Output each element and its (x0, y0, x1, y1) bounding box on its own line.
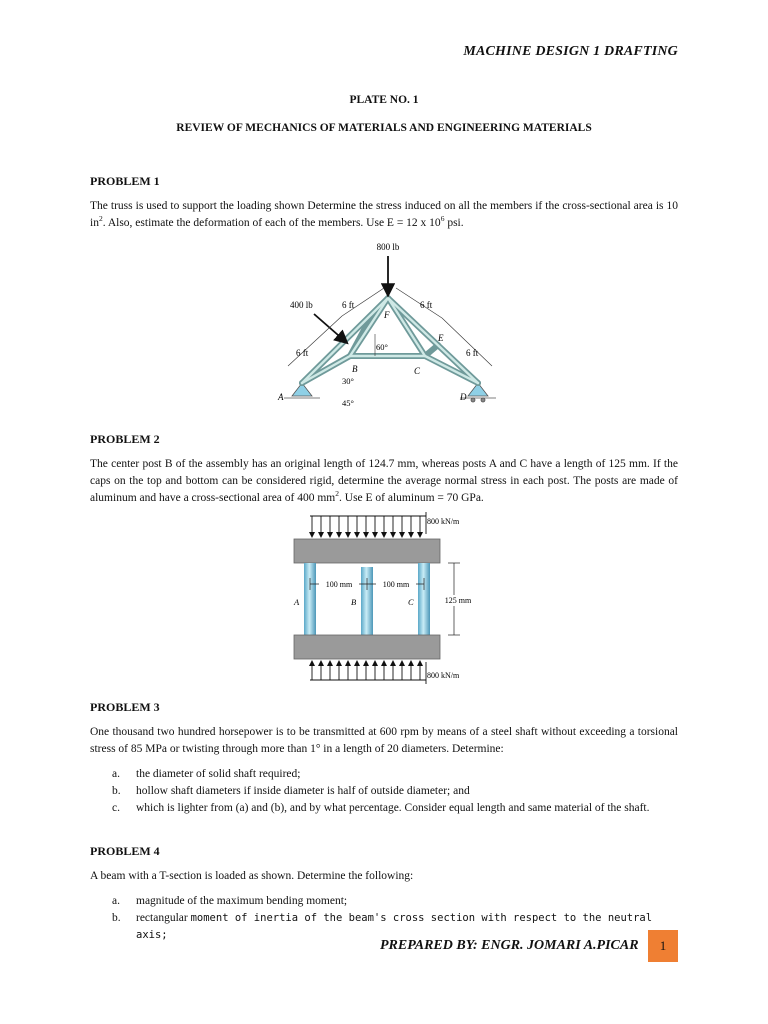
running-header: MACHINE DESIGN 1 DRAFTING (463, 44, 678, 59)
top-cap (294, 539, 440, 563)
label-400lb: 400 lb (290, 300, 313, 310)
label-dim-ab: 100 mm (325, 580, 353, 589)
node-f-label: F (384, 310, 390, 320)
post-a (304, 563, 316, 635)
label-30deg: 30° (342, 376, 354, 386)
problem-1-heading: PROBLEM 1 (90, 174, 160, 188)
plate-subtitle: REVIEW OF MECHANICS OF MATERIALS AND ENGINEERING MATERIALS (176, 122, 592, 134)
post-b-label: B (351, 597, 357, 607)
problem-4-list (90, 893, 678, 944)
label-6ft-top-left: 6 ft (342, 300, 355, 310)
bottom-cap (294, 635, 440, 659)
list-item: a. the diameter of solid shaft required; (112, 768, 301, 780)
problem-3-text: One thousand two hundred horsepower is to be transmitted at 600 rpm by means of a steel shaft without exceeding a torsional stress of 85 MPa or twisting through more than 1° in a length of 20 diameters. Determine: (90, 726, 678, 755)
posts-assembly-figure (280, 510, 490, 686)
label-dim-bc: 100 mm (382, 580, 410, 589)
page-number: 1 (648, 930, 678, 962)
node-a-label: A (278, 392, 284, 402)
problem-1-text: The truss is used to support the loading shown Determine the stress induced on all the members if the cross-sectional area is 10 $in^2$. Also, estimate the deformation of each of the members. Use E = 12 x $10^6$ psi. (90, 200, 678, 229)
list-item: c. which is lighter from (a) and (b), and by what percentage. Consider equal length and same material of the shaft. (112, 802, 650, 814)
problem-4-heading: PROBLEM 4 (90, 844, 160, 858)
list-item: a. magnitude of the maximum bending moment; (112, 895, 348, 907)
post-c (418, 563, 430, 635)
prepared-by: PREPARED BY: ENGR. JOMARI A.PICAR (380, 938, 639, 953)
list-item: b. rectangular moment of inertia of the beam's cross section with respect to the neutral axis; (112, 912, 653, 941)
label-45deg: 45° (342, 398, 354, 408)
node-e-label: E (438, 333, 444, 343)
plate-number: PLATE NO. 1 (349, 94, 419, 106)
top-load-arrows (310, 512, 426, 534)
label-6ft-top-right: 6 ft (420, 300, 433, 310)
label-6ft-left: 6 ft (296, 348, 309, 358)
post-c-label: C (408, 597, 414, 607)
problem-2-heading: PROBLEM 2 (90, 432, 160, 446)
post-b (361, 567, 373, 635)
problem-4-text: A beam with a T-section is loaded as shown. Determine the following: (90, 870, 414, 882)
node-b-label: B (352, 364, 358, 374)
list-item: b. hollow shaft diameters if inside diameter is half of outside diameter; and (112, 785, 470, 797)
truss-figure (270, 238, 500, 418)
node-d-label: D (460, 392, 467, 402)
label-60deg: 60° (376, 342, 388, 352)
post-a-label: A (294, 597, 300, 607)
problem-2-text: The center post B of the assembly has an original length of 124.7 mm, whereas posts A and C have a length of 125 mm. If the caps on the top and bottom can be considered rigid, determine the average normal stress in each post. The posts are made of aluminum and have a cross-sectional area of 400 $mm^2$. Use E of aluminum = 70 GPa. (90, 458, 678, 504)
node-c-label: C (414, 366, 421, 376)
label-bottom-load: 800 kN/m (427, 671, 460, 680)
label-top-load: 800 kN/m (427, 517, 460, 526)
problem-3-list (90, 766, 678, 817)
label-height: 125 mm (444, 596, 472, 605)
problem-3-heading: PROBLEM 3 (90, 700, 160, 714)
label-6ft-right: 6 ft (466, 348, 479, 358)
label-800lb: 800 lb (376, 242, 400, 252)
